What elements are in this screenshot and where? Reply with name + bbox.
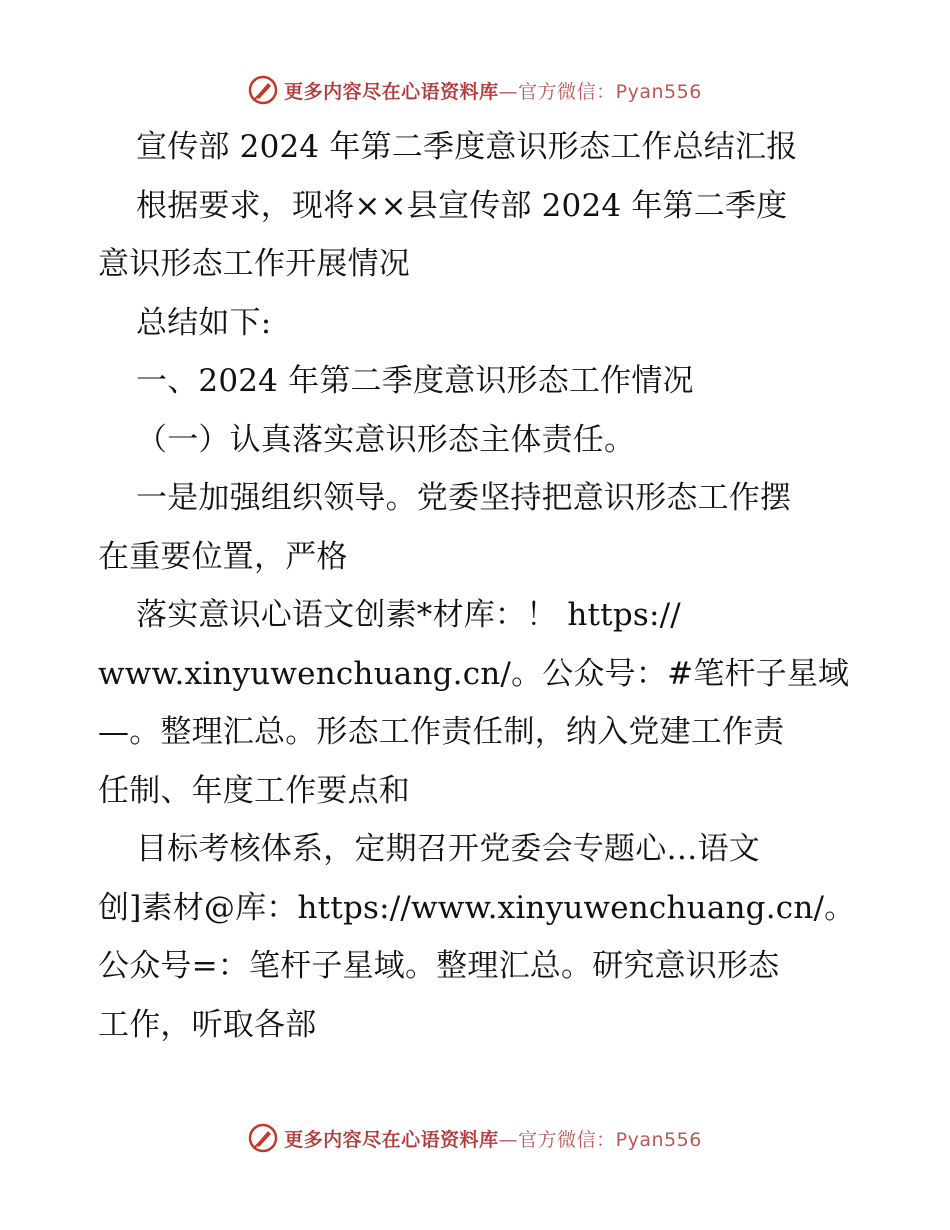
watermark-sub-text: 官方微信：Pyan556	[518, 80, 702, 103]
watermark-separator: —	[498, 80, 519, 103]
watermark-separator: —	[498, 1128, 519, 1151]
paragraph-line: www.xinyuwenchuang.cn/。公众号：#笔杆子星域	[98, 655, 850, 692]
paragraph-line: —。整理汇总。形态工作责任制，纳入党建工作责	[98, 714, 785, 750]
paragraph-line: 一是加强组织领导。党委坚持把意识形态工作摆	[136, 480, 792, 516]
paragraph-line: 在重要位置，严格	[98, 538, 348, 575]
document-title: 宣传部 2024 年第二季度意识形态工作总结汇报	[136, 129, 798, 165]
paragraph-line: 任制、年度工作要点和	[98, 772, 410, 809]
watermark-sub-text: 官方微信：Pyan556	[518, 1128, 702, 1151]
paragraph-line: 创]素材@库：https://www.xinyuwenchuang.cn/。	[98, 889, 856, 926]
paragraph-line: 落实意识心语文创素*材库：！ https://	[136, 597, 681, 633]
quill-logo-icon	[248, 75, 278, 105]
paragraph-line: 根据要求，现将××县宣传部 2024 年第二季度	[136, 187, 788, 224]
section-heading: 一、2024 年第二季度意识形态工作情况	[136, 363, 694, 399]
header-watermark	[0, 70, 950, 110]
paragraph-line: 总结如下:	[136, 304, 272, 341]
paragraph-line: 目标考核体系，定期召开党委会专题心…语文	[136, 831, 760, 867]
document-body	[98, 118, 868, 1054]
quill-logo-icon	[248, 1123, 278, 1153]
subsection-heading: （一）认真落实意识形态主体责任。	[136, 421, 636, 458]
footer-watermark	[0, 1118, 950, 1158]
watermark-main-text: 更多内容尽在心语资料库	[284, 80, 499, 103]
paragraph-line: 公众号=：笔杆子星域。整理汇总。研究意识形态	[98, 948, 780, 984]
paragraph-line: 意识形态工作开展情况	[98, 246, 410, 282]
paragraph-line: 工作，听取各部	[98, 1006, 317, 1043]
watermark-main-text: 更多内容尽在心语资料库	[284, 1128, 499, 1151]
